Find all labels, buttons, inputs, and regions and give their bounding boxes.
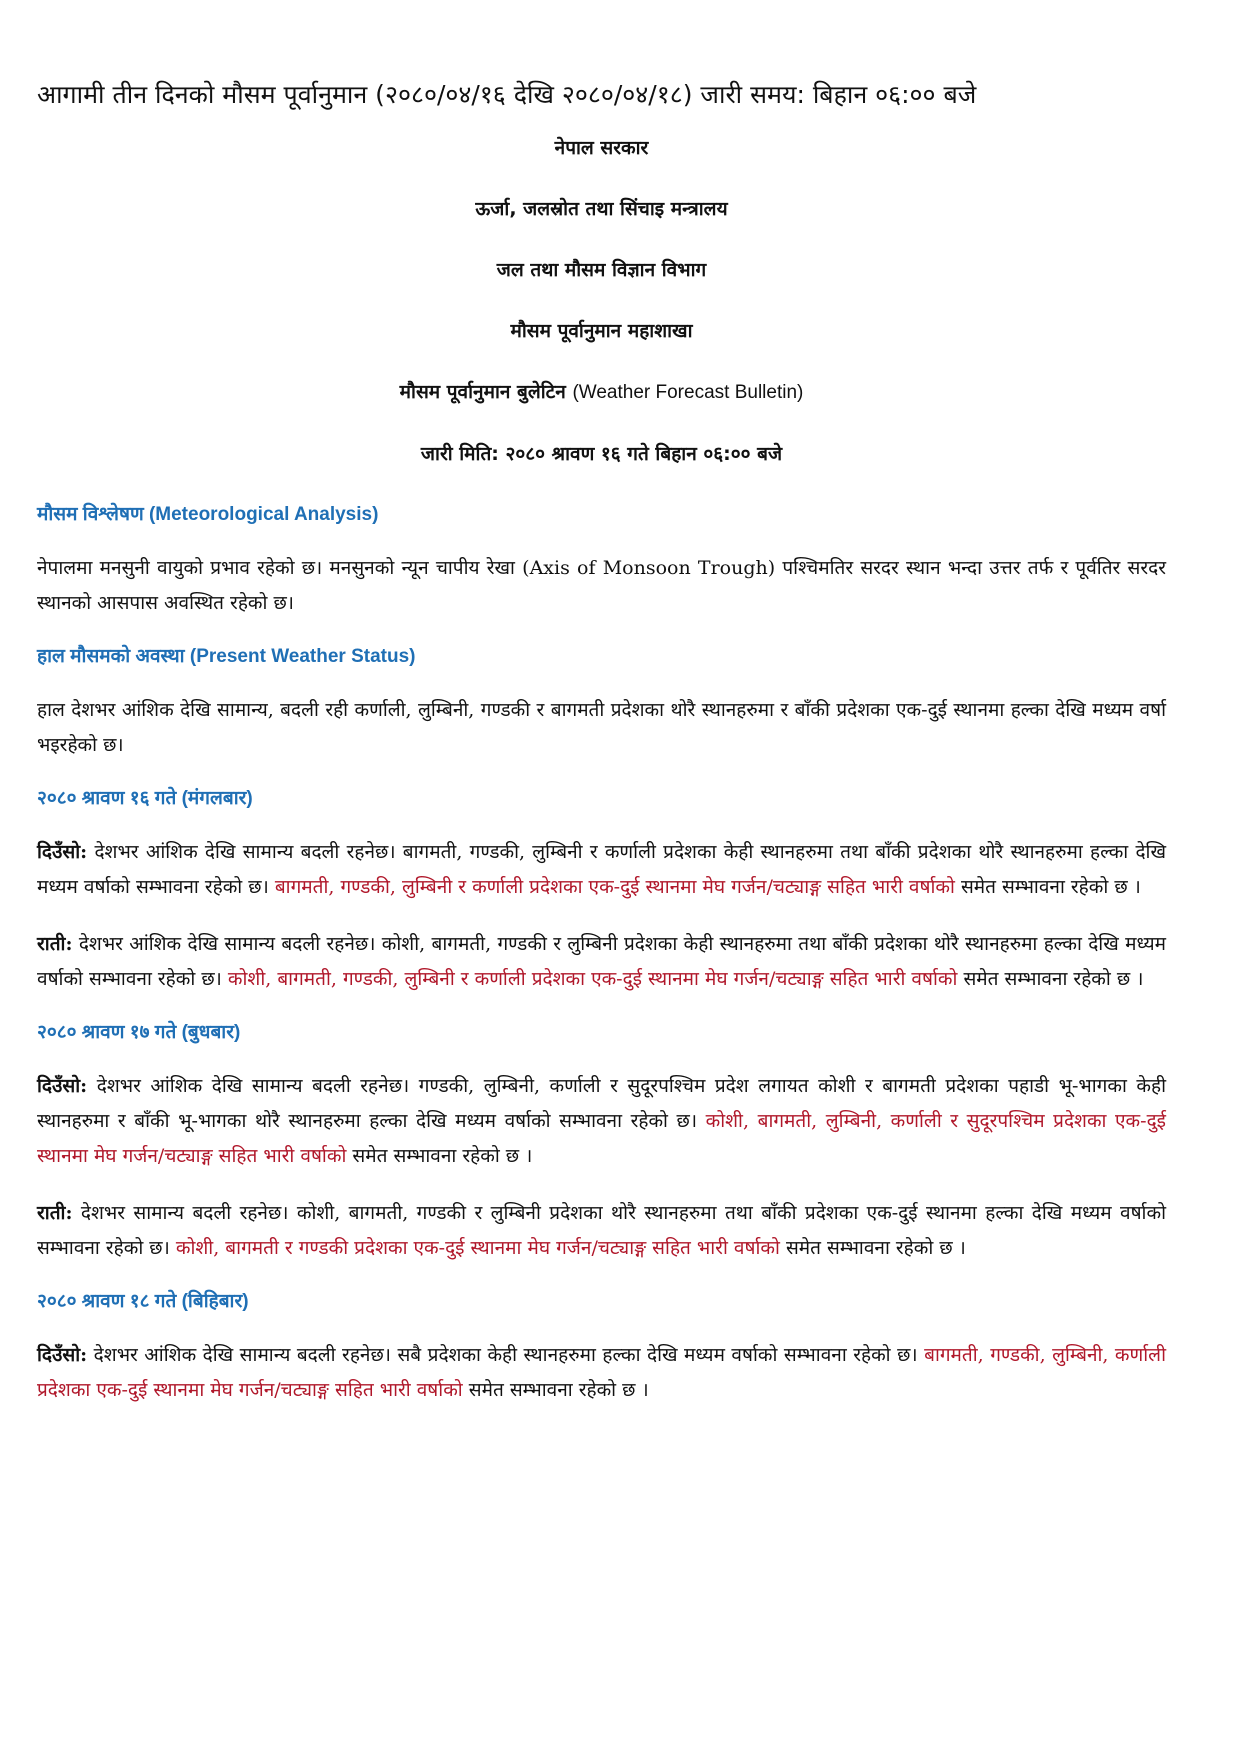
heavy-rain-warning: कोशी, बागमती र गण्डकी प्रदेशका एक-दुई स्थानमा मेघ गर्जन/चट्याङ्ग सहित भारी वर्षाको xyxy=(175,1237,780,1259)
forecast-tail: समेत सम्भावना रहेको छ । xyxy=(954,876,1141,898)
forecast-day-1-daytime xyxy=(37,835,1166,905)
forecast-text: देशभर आंशिक देखि सामान्य बदली रहनेछ। सबै प्रदेशका केही स्थानहरुमा हल्का देखि मध्यम वर्षाको सम्भावना रहेको छ। xyxy=(87,1344,925,1366)
bulletin-title-en: (Weather Forecast Bulletin) xyxy=(572,382,804,403)
heavy-rain-warning: बागमती, गण्डकी, लुम्बिनी र कर्णाली प्रदेशका एक-दुई स्थानमा मेघ गर्जन/चट्याङ्ग सहित भारी वर्षाको xyxy=(274,876,955,898)
forecast-day-1-night xyxy=(37,927,1166,997)
forecast-day-1-heading: २०८० श्रावण १६ गते (मंगलबार) xyxy=(37,788,253,809)
forecast-day-2-daytime xyxy=(37,1069,1166,1174)
meteorological-analysis-heading: मौसम विश्लेषण (Meteorological Analysis) xyxy=(37,504,379,525)
daytime-label: दिउँसो: xyxy=(37,841,88,863)
forecast-text: देशभर सामान्य बदली रहनेछ। कोशी, बागमती, गण्डकी र लुम्बिनी प्रदेशका थोरै स्थानहरुमा तथा बाँकी प्रदेशका एक-दुई स्थानमा हल्का देखि मध्यम वर्षाको सम्भावना रहेको छ। xyxy=(37,1202,1166,1259)
heavy-rain-warning: बागमती, गण्डकी, लुम्बिनी, कर्णाली प्रदेशका एक-दुई स्थानमा मेघ गर्जन/चट्याङ्ग सहित भारी वर्षाको xyxy=(37,1344,1166,1401)
document-title: आगामी तीन दिनको मौसम पूर्वानुमान (२०८०/०४/१६ देखि २०८०/०४/१८) जारी समय: बिहान ०६:०० बजे xyxy=(37,80,977,109)
forecast-tail: समेत सम्भावना रहेको छ । xyxy=(346,1145,533,1167)
meteorological-analysis-text: नेपालमा मनसुनी वायुको प्रभाव रहेको छ। मनसुनको न्यून चापीय रेखा (Axis of Monsoon Trough) पश्चिमतिर सरदर स्थान भन्दा उत्तर तर्फ र पूर्वतिर सरदर स्थानको आसपास अवस्थित रहेको छ। xyxy=(37,557,1166,614)
government-name: नेपाल सरकार xyxy=(554,137,649,159)
division-name: मौसम पूर्वानुमान महाशाखा xyxy=(510,320,693,342)
forecast-tail: समेत सम्भावना रहेको छ । xyxy=(462,1379,649,1401)
forecast-text: देशभर आंशिक देखि सामान्य बदली रहनेछ। कोशी, बागमती, गण्डकी र लुम्बिनी प्रदेशका केही स्थानहरुमा तथा बाँकी प्रदेशका थोरै स्थानहरुमा हल्का देखि मध्यम वर्षाको सम्भावना रहेको छ। xyxy=(37,933,1166,990)
bulletin-title-np: मौसम पूर्वानुमान बुलेटिन xyxy=(399,381,566,403)
daytime-label: दिउँसो: xyxy=(37,1344,88,1366)
present-weather-heading: हाल मौसमको अवस्था (Present Weather Status) xyxy=(37,646,416,667)
night-label: राती: xyxy=(37,933,73,955)
night-label: राती: xyxy=(37,1202,73,1224)
ministry-name: ऊर्जा, जलस्रोत तथा सिंचाइ मन्त्रालय xyxy=(475,198,728,220)
present-weather-text: हाल देशभर आंशिक देखि सामान्य, बदली रही कर्णाली, लुम्बिनी, गण्डकी र बागमती प्रदेशका थोरै स्थानहरुमा र बाँकी प्रदेशका एक-दुई स्थानमा हल्का देखि मध्यम वर्षा भइरहेको छ। xyxy=(37,699,1166,756)
forecast-text: देशभर आंशिक देखि सामान्य बदली रहनेछ। गण्डकी, लुम्बिनी, कर्णाली र सुदूरपश्चिम प्रदेश लगायत कोशी र बागमती प्रदेशका पहाडी भू-भागका केही स्थानहरुमा र बाँकी भू-भागका थोरै स्थानहरुमा हल्का देखि मध्यम वर्षाको सम्भावना रहेको छ। xyxy=(37,1075,1166,1132)
forecast-day-2-night xyxy=(37,1196,1166,1266)
bulletin-title xyxy=(37,378,1166,407)
forecast-text: देशभर आंशिक देखि सामान्य बदली रहनेछ। बागमती, गण्डकी, लुम्बिनी र कर्णाली प्रदेशका केही स्थानहरुमा तथा बाँकी प्रदेशका थोरै स्थानहरुमा हल्का देखि मध्यम वर्षाको सम्भावना रहेको छ। xyxy=(37,841,1166,898)
forecast-tail: समेत सम्भावना रहेको छ । xyxy=(957,968,1144,990)
forecast-tail: समेत सम्भावना रहेको छ । xyxy=(779,1237,966,1259)
department-name: जल तथा मौसम विज्ञान विभाग xyxy=(496,259,707,281)
heavy-rain-warning: कोशी, बागमती, गण्डकी, लुम्बिनी र कर्णाली प्रदेशका एक-दुई स्थानमा मेघ गर्जन/चट्याङ्ग सहित भारी वर्षाको xyxy=(227,968,958,990)
forecast-day-3-heading: २०८० श्रावण १८ गते (बिहिबार) xyxy=(37,1291,249,1312)
forecast-day-3-daytime xyxy=(37,1338,1166,1408)
heavy-rain-warning: कोशी, बागमती, लुम्बिनी, कर्णाली र सुदूरपश्चिम प्रदेशका एक-दुई स्थानमा मेघ गर्जन/चट्याङ्ग सहित भारी वर्षाको xyxy=(37,1110,1166,1167)
letterhead xyxy=(37,134,1166,468)
forecast-day-2-heading: २०८० श्रावण १७ गते (बुधबार) xyxy=(37,1022,241,1043)
issue-date: जारी मिति: २०८० श्रावण १६ गते बिहान ०६:०० बजे xyxy=(420,443,783,465)
daytime-label: दिउँसो: xyxy=(37,1075,88,1097)
